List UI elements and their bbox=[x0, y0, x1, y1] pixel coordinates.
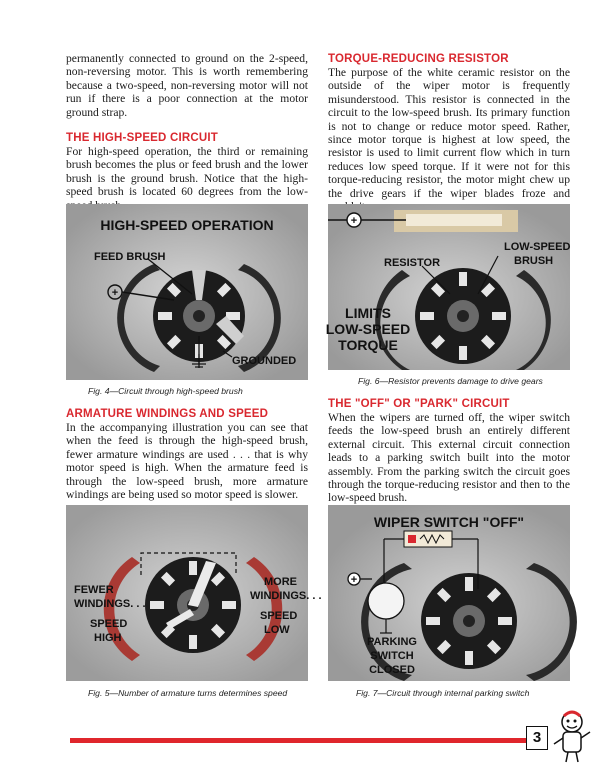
figure-4-photo bbox=[66, 204, 308, 380]
more-windings-label: WINDINGS. . . bbox=[250, 590, 322, 602]
speed-low-label-2: LOW bbox=[264, 624, 290, 636]
fewer-label: FEWER bbox=[74, 584, 114, 596]
figure-6-illustration bbox=[325, 204, 571, 370]
figure-6-plus: + bbox=[350, 215, 358, 227]
figure-4-plus: + bbox=[111, 287, 119, 299]
off-park-section bbox=[328, 397, 570, 505]
armature-heading: ARMATURE WINDINGS AND SPEED bbox=[66, 408, 269, 420]
more-label: MORE bbox=[264, 576, 297, 588]
low-speed-label: LOW-SPEED bbox=[504, 241, 571, 253]
feed-brush-label: FEED BRUSH bbox=[94, 251, 166, 263]
figure-5-caption: Fig. 5—Number of armature turns determines speed bbox=[88, 688, 288, 698]
armature-section bbox=[66, 407, 308, 501]
figure-6-photo bbox=[325, 204, 571, 370]
closed-label: CLOSED bbox=[369, 664, 415, 676]
figure-4-title: HIGH-SPEED OPERATION bbox=[100, 217, 274, 233]
figure-5-illustration bbox=[66, 505, 322, 681]
torque-label: TORQUE bbox=[338, 337, 398, 353]
off-park-heading: THE "OFF" OR "PARK" CIRCUIT bbox=[328, 398, 510, 410]
resistor-label: RESISTOR bbox=[384, 257, 441, 269]
switch-label: SWITCH bbox=[370, 650, 414, 662]
figure-7-title: WIPER SWITCH "OFF" bbox=[373, 514, 525, 530]
figure-7-plus: + bbox=[350, 574, 358, 586]
torque-heading: TORQUE-REDUCING RESISTOR bbox=[328, 53, 509, 65]
fewer-windings-label: WINDINGS. . . bbox=[74, 598, 146, 610]
speed-low-label-1: SPEED bbox=[260, 610, 298, 622]
brush-label: BRUSH bbox=[514, 255, 554, 267]
parking-label: PARKING bbox=[367, 636, 417, 648]
figure-4-caption: Fig. 4—Circuit through high-speed brush bbox=[88, 386, 243, 396]
figure-7-caption: Fig. 7—Circuit through internal parking switch bbox=[356, 688, 530, 698]
high-speed-paragraph: For high-speed operation, the third or remaining brush becomes the plus or feed brush and the lower brush is the ground brush. Notice that the high-speed brush is located 60 degrees from the low- bbox=[66, 145, 308, 199]
footer-red-rule bbox=[70, 738, 530, 743]
grounded-label: GROUNDED bbox=[232, 355, 297, 367]
speed-high-label-2: HIGH bbox=[94, 632, 122, 644]
speed-high-label-1: SPEED bbox=[90, 618, 128, 630]
mascot-icon bbox=[548, 708, 594, 769]
figure-5-photo bbox=[66, 505, 322, 681]
torque-paragraph: The purpose of the white ceramic resistor on the outside of the wiper motor is frequently misunderstood. This resistor is connected in the circuit to the low-speed brush. Its primary function is not to change or reduce motor speed. Rather, since motor torque is highest at low speed, the resistor is used to limit current flow which in turn reduces low speed torque. If it were not for this torque-reducing resistor, the motor might chew up the drive gears if the wiper blades froze and bbox=[328, 66, 570, 200]
page-number: 3 bbox=[526, 726, 548, 750]
figure-6-caption: Fig. 6—Resistor prevents damage to drive gears bbox=[358, 376, 543, 386]
armature-paragraph: In the accompanying illustration you can see that when the feed is through the high-speed brush, fewer armature windings are used . . . that is why motor speed is high. When the armature feed is through the low-speed brush, more armature windings are being used so motor speed is slower. bbox=[66, 421, 308, 502]
figure-4-illustration bbox=[66, 204, 308, 380]
figure-7-illustration bbox=[328, 505, 570, 681]
figure-7-photo bbox=[328, 505, 570, 681]
limits-label: LIMITS bbox=[345, 305, 391, 321]
low-speed-torque-label: LOW-SPEED bbox=[325, 321, 411, 337]
intro-paragraph: permanently connected to ground on the 2-speed, non-reversing motor. This is worth remembering because a two-speed, non-reversing motor will not run if there is a poor connection at the motor ground strap. bbox=[66, 52, 308, 119]
high-speed-heading: THE HIGH-SPEED CIRCUIT bbox=[66, 132, 218, 145]
right-column bbox=[328, 52, 570, 213]
left-column bbox=[66, 52, 308, 212]
off-park-paragraph: When the wipers are turned off, the wiper switch feeds the low-speed brush an entirely different external circuit. This external circuit connection leads to a parking switch built into the motor assembly. From the parking switch the circuit goes through the torque-reducing resistor and then to the low-speed brush. bbox=[328, 411, 570, 505]
